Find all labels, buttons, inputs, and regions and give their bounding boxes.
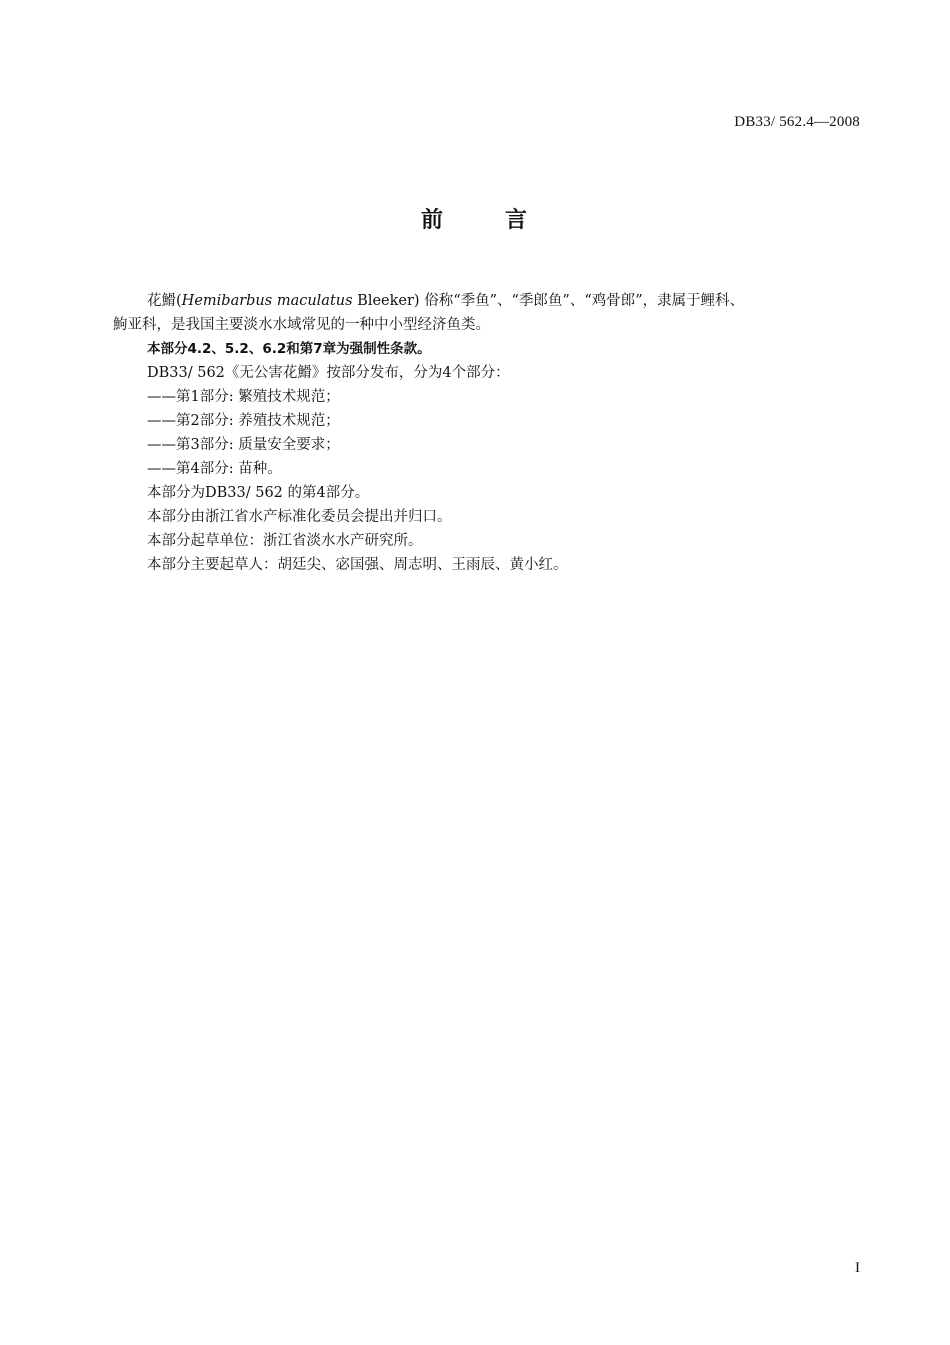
part-item: ——第3部分: 质量安全要求； bbox=[147, 437, 340, 453]
foreword-body bbox=[113, 289, 858, 577]
standard-code: DB33/ 562.4—2008 bbox=[734, 114, 860, 130]
intro-author: Bleeker) 俗称“季鱼”、“季郎鱼”、“鸡骨郎”，隶属于鲤科、 bbox=[352, 293, 745, 309]
part-item: ——第2部分: 养殖技术规范； bbox=[147, 413, 340, 429]
statement-line: 本部分起草单位：浙江省淡水水产研究所。 bbox=[147, 533, 423, 549]
scientific-name: Hemibarbus maculatus bbox=[181, 293, 353, 309]
page-title bbox=[0, 203, 950, 234]
intro-fish-char: 䱻 bbox=[161, 293, 176, 309]
intro-prefix: 花 bbox=[147, 293, 162, 309]
page-number: I bbox=[855, 1260, 860, 1276]
statement-line: 本部分为DB33/ 562 的第4部分。 bbox=[147, 485, 370, 501]
intro-paragraph bbox=[113, 289, 858, 313]
mandatory-clause: 本部分4.2、5.2、6.2和第7章为强制性条款。 bbox=[147, 341, 431, 357]
intro-paren-open: ( bbox=[176, 293, 182, 309]
statement-line: 本部分由浙江省水产标准化委员会提出并归口。 bbox=[147, 509, 452, 525]
part-item: ——第1部分: 繁殖技术规范； bbox=[147, 389, 340, 405]
statement-line: 本部分主要起草人：胡廷尖、宓国强、周志明、王雨辰、黄小红。 bbox=[147, 557, 568, 573]
intro-paragraph-line-2: 鮈亚科，是我国主要淡水水域常见的一种中小型经济鱼类。 bbox=[113, 317, 490, 333]
part-item: ——第4部分: 苗种。 bbox=[147, 461, 282, 477]
title-char-1: 前 bbox=[420, 208, 445, 233]
title-char-2: 言 bbox=[505, 208, 530, 233]
series-intro: DB33/ 562《无公害花䱻》按部分发布，分为4个部分： bbox=[147, 365, 510, 381]
